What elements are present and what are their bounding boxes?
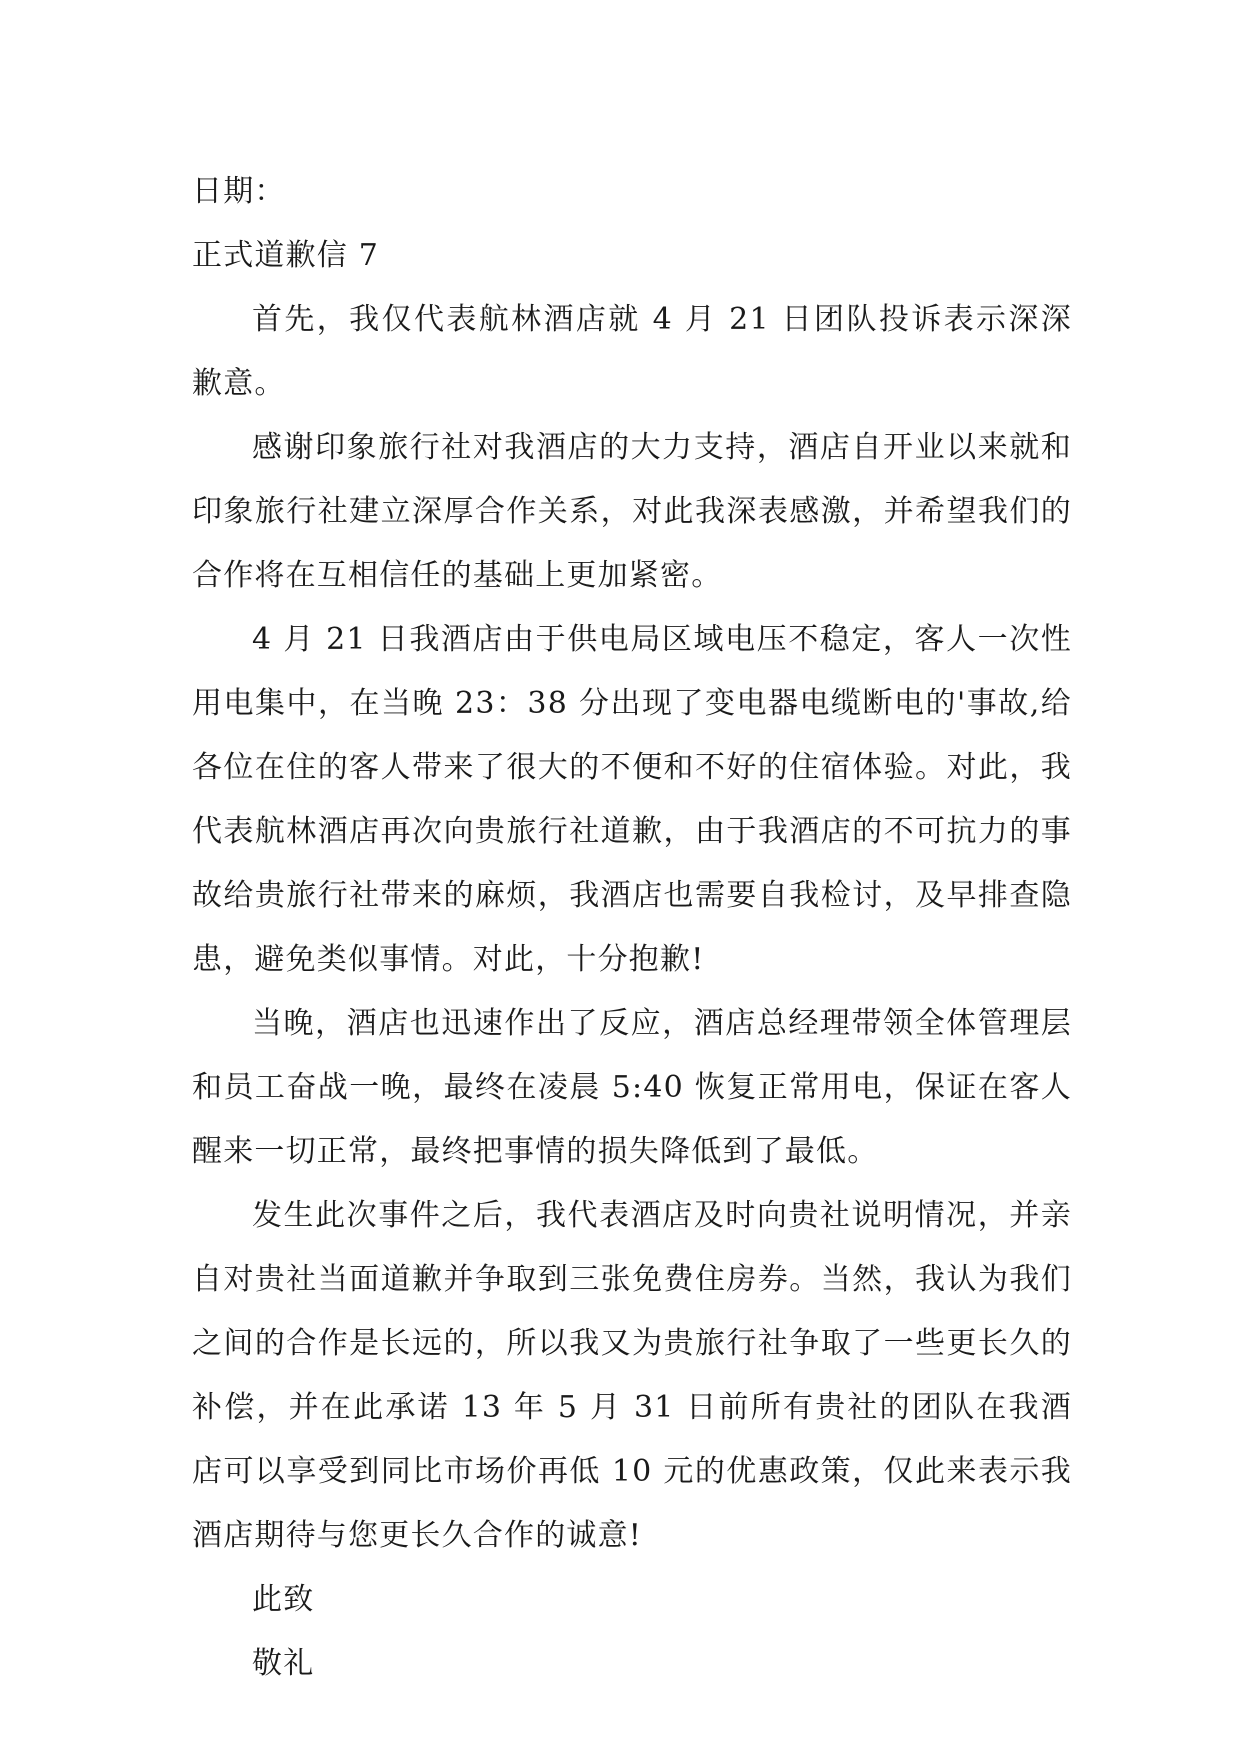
closing-salutation: 此致 [252, 1582, 315, 1617]
letter-body [192, 160, 1072, 1696]
paragraph-thanks: 感谢印象旅行社对我酒店的大力支持，酒店自开业以来就和印象旅行社建立深厚合作关系，对此我深表感激，并希望我们的合作将在互相信任的基础上更加紧密。 [192, 430, 1072, 593]
closing-regards: 敬礼 [252, 1646, 315, 1681]
paragraph-incident: 4 月 21 日我酒店由于供电局区域电压不稳定，客人一次性用电集中，在当晚 23：38 分出现了变电器电缆断电的'事故,给各位在住的客人带来了很大的不便和不好的住宿体验。对此，我代表航林酒店再次向贵旅行社道歉，由于我酒店的不可抗力的事故给贵旅行社带来的麻烦，我酒店也需要自我检讨，及早排查隐患，避免类似事情。对此，十分抱歉! [192, 622, 1072, 977]
paragraph-compensation: 发生此次事件之后，我代表酒店及时向贵社说明情况，并亲自对贵社当面道歉并争取到三张免费住房券。当然，我认为我们之间的合作是长远的，所以我又为贵旅行社争取了一些更长久的补偿，并在此承诺 13 年 5 月 31 日前所有贵社的团队在我酒店可以享受到同比市场价再低 10 元的优惠政策，仅此来表示我酒店期待与您更长久合作的诚意! [192, 1198, 1072, 1553]
paragraph-apology: 首先，我仅代表航林酒店就 4 月 21 日团队投诉表示深深歉意。 [192, 302, 1072, 401]
date-label: 日期： [192, 174, 286, 209]
paragraph-response: 当晚，酒店也迅速作出了反应，酒店总经理带领全体管理层和员工奋战一晚，最终在凌晨 5:40 恢复正常用电，保证在客人醒来一切正常，最终把事情的损失降低到了最低。 [192, 1006, 1072, 1169]
letter-title: 正式道歉信 7 [192, 238, 380, 273]
